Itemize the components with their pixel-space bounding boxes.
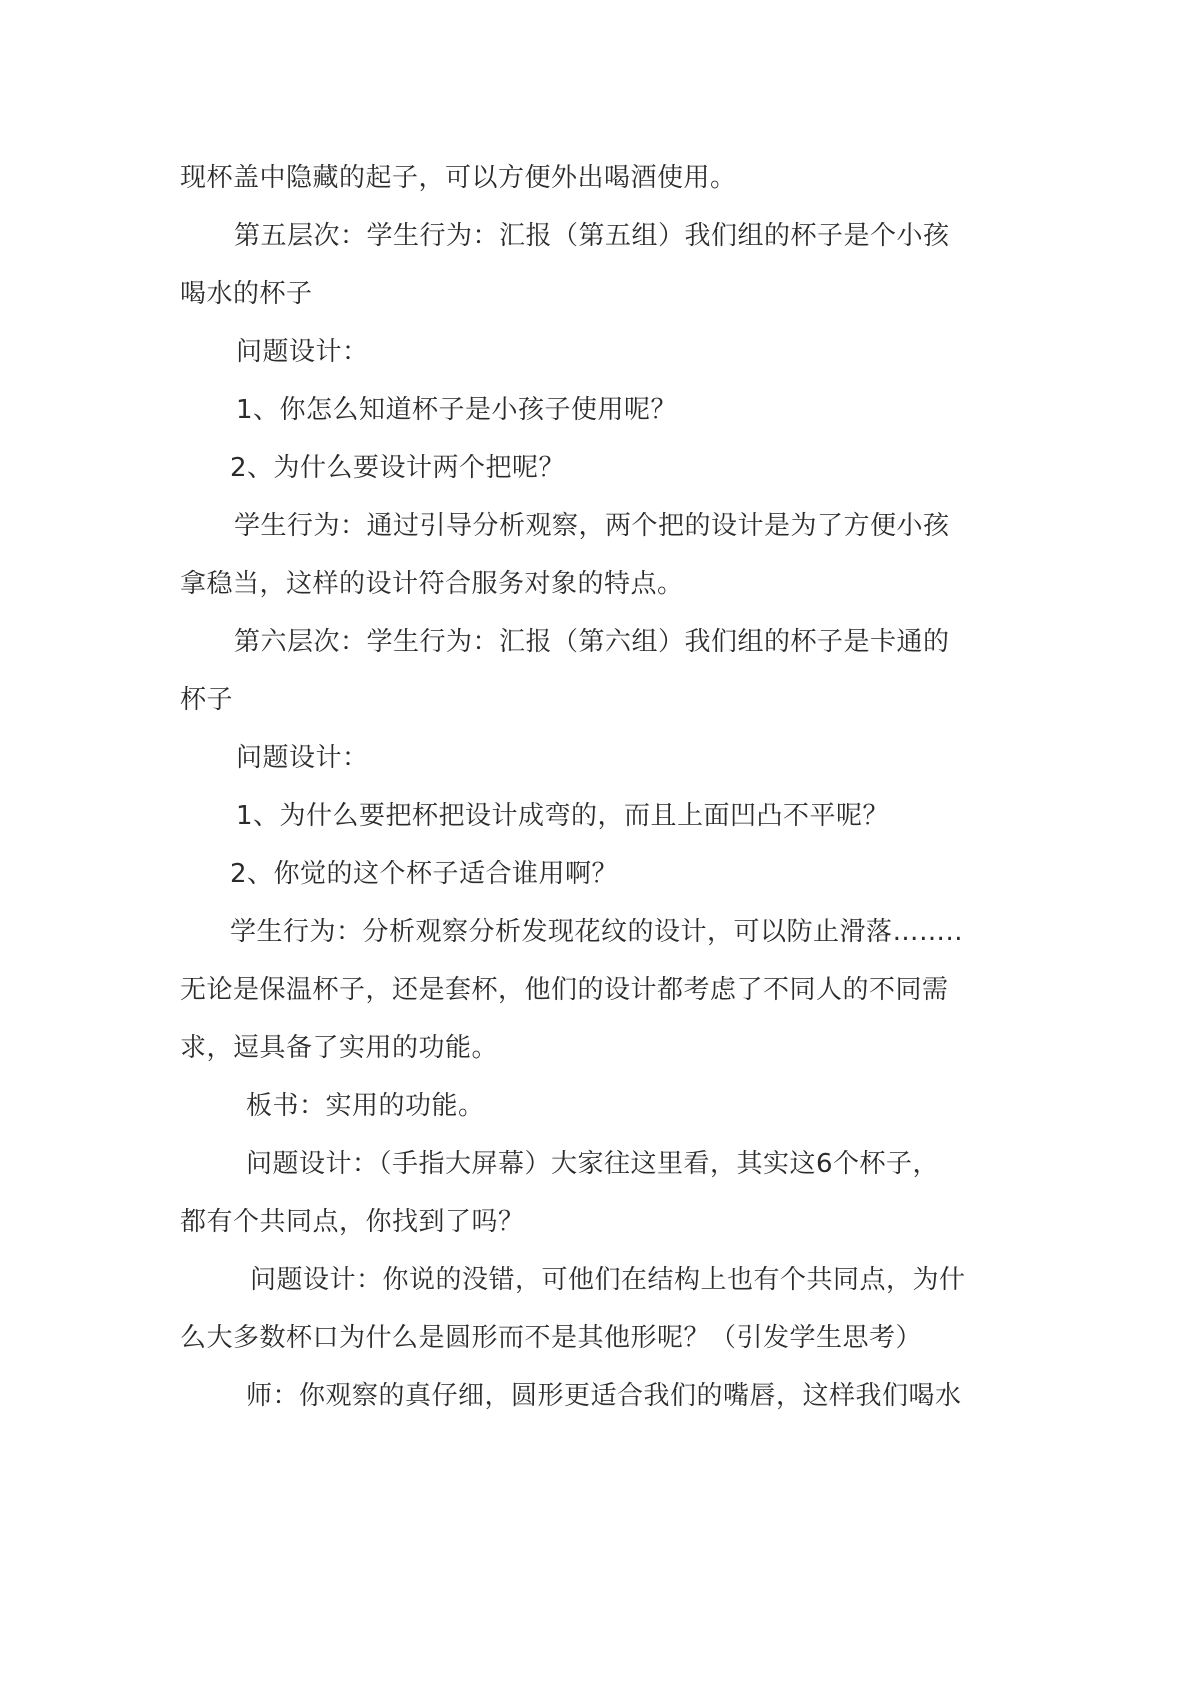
- paragraph-line: 板书：实用的功能。: [246, 1091, 485, 1121]
- paragraph-line: 问题设计：: [236, 337, 369, 367]
- paragraph-line: 1、为什么要把杯把设计成弯的，而且上面凹凸不平呢？: [236, 801, 890, 831]
- paragraph-line: 无论是保温杯子，还是套杯，他们的设计都考虑了不同人的不同需: [180, 975, 949, 1005]
- paragraph-line: 1、你怎么知道杯子是小孩子使用呢？: [236, 395, 678, 425]
- paragraph-line: 现杯盖中隐藏的起子，可以方便外出喝酒使用。: [180, 163, 737, 193]
- paragraph-line: 求，逗具备了实用的功能。: [180, 1033, 499, 1063]
- paragraph-line: 都有个共同点，你找到了吗？: [180, 1207, 525, 1237]
- paragraph-line: 么大多数杯口为什么是圆形而不是其他形呢？（引发学生思考）: [180, 1323, 923, 1353]
- paragraph-line: 师：你观察的真仔细，圆形更适合我们的嘴唇，这样我们喝水: [246, 1381, 962, 1411]
- paragraph-line: 问题设计：你说的没错，可他们在结构上也有个共同点，为什: [250, 1265, 966, 1295]
- paragraph-line: 拿稳当，这样的设计符合服务对象的特点。: [180, 569, 684, 599]
- paragraph-line: 喝水的杯子: [180, 279, 313, 309]
- paragraph-line: 问题设计：（手指大屏幕）大家往这里看，其实这6个杯子，: [246, 1149, 940, 1179]
- paragraph-line: 第六层次：学生行为：汇报（第六组）我们组的杯子是卡通的: [234, 627, 950, 657]
- paragraph-line: 2、为什么要设计两个把呢？: [230, 453, 566, 483]
- paragraph-line: 学生行为：通过引导分析观察，两个把的设计是为了方便小孩: [234, 511, 950, 541]
- paragraph-line: 第五层次：学生行为：汇报（第五组）我们组的杯子是个小孩: [234, 221, 950, 251]
- paragraph-line: 学生行为：分析观察分析发现花纹的设计，可以防止滑落……..: [230, 917, 964, 947]
- paragraph-line: 2、你觉的这个杯子适合谁用啊？: [230, 859, 619, 889]
- paragraph-line: 杯子: [180, 685, 234, 715]
- paragraph-line: 问题设计：: [236, 743, 369, 773]
